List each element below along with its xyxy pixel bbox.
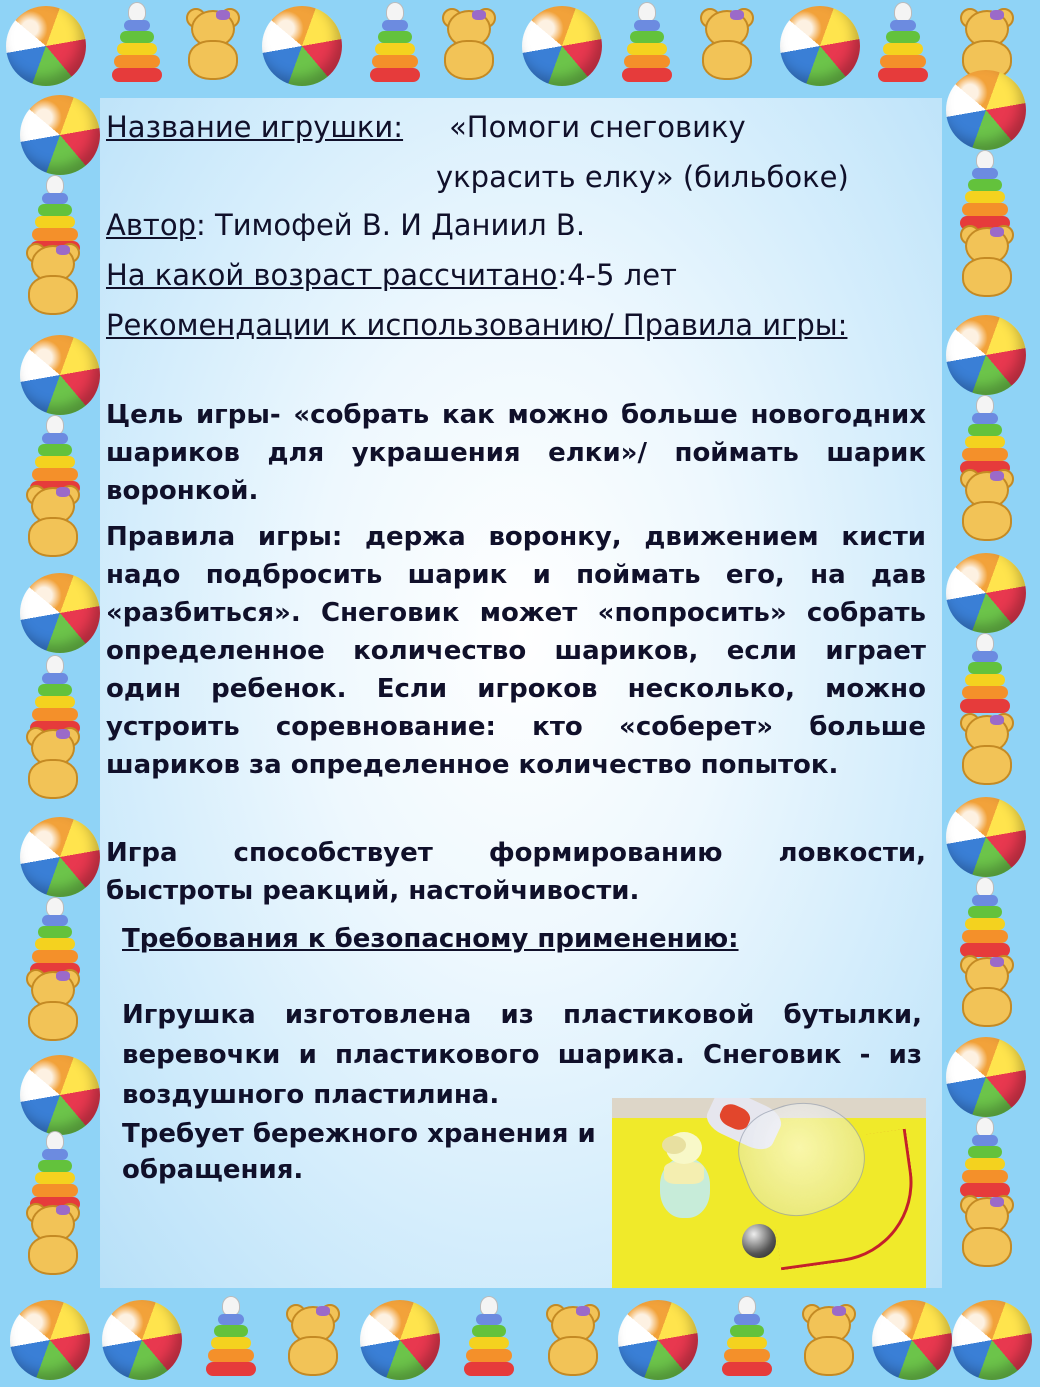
red-string (764, 1129, 923, 1271)
ornament-ball (742, 1224, 776, 1258)
recommendations-heading (106, 306, 926, 344)
toy-name-label: Название игрушки: (106, 110, 404, 144)
teddy-bear-icon (950, 713, 1020, 783)
ring-pyramid-icon (722, 1296, 772, 1386)
ball-icon (20, 817, 100, 897)
ball-icon (102, 1300, 182, 1380)
rules-paragraph: Правила игры: держа воронку, движением кисти надо подбросить шарик и поймать его, на дав «разбиться». Снеговик может «попросить» собрать определенное количество шариков, если играет один ребенок. Если игроков несколько, можно устроить соревнование: кто «соберет» больше шариков за определенное количество попыток. (106, 522, 926, 780)
author-line (106, 206, 926, 244)
ball-icon (946, 1037, 1026, 1117)
teddy-bear-icon (16, 727, 86, 797)
ring-pyramid-icon (960, 1117, 1010, 1207)
teddy-bear-icon (950, 8, 1020, 78)
teddy-bear-icon (16, 243, 86, 313)
ball-icon (20, 335, 100, 415)
teddy-bear-icon (16, 485, 86, 555)
teddy-bear-icon (432, 8, 502, 78)
safety-heading: Требования к безопасному применению: (122, 924, 739, 954)
ring-pyramid-icon (960, 877, 1010, 967)
snowman-figure (660, 1132, 710, 1218)
teddy-bear-icon (176, 8, 246, 78)
teddy-bear-icon (16, 969, 86, 1039)
ring-pyramid-icon (464, 1296, 514, 1386)
author-value: : Тимофей В. И Даниил В. (195, 208, 586, 242)
teddy-bear-icon (536, 1304, 606, 1374)
care-paragraph: Требует бережного хранения и обращения. (122, 1119, 596, 1185)
toy-name-value: «Помоги снеговику (449, 110, 746, 144)
ball-icon (946, 315, 1026, 395)
ball-icon (952, 1300, 1032, 1380)
benefit-paragraph: Игра способствует формированию ловкости, быстроты реакций, настойчивости. (106, 838, 926, 906)
ball-icon (522, 6, 602, 86)
ball-icon (262, 6, 342, 86)
ball-icon (6, 6, 86, 86)
teddy-bear-icon (276, 1304, 346, 1374)
ring-pyramid-icon (112, 2, 162, 92)
toy-photo (612, 1098, 926, 1288)
teddy-bear-icon (16, 1203, 86, 1273)
goal-paragraph: Цель игры- «собрать как можно больше новогодних шариков для украшения елки»/ поймать шарик воронкой. (106, 400, 926, 506)
teddy-bear-icon (950, 955, 1020, 1025)
ring-pyramid-icon (960, 633, 1010, 723)
ring-pyramid-icon (878, 2, 928, 92)
ring-pyramid-icon (370, 2, 420, 92)
age-value: :4-5 лет (557, 258, 677, 292)
toy-name-line (106, 108, 926, 146)
ball-icon (946, 797, 1026, 877)
ball-icon (360, 1300, 440, 1380)
teddy-bear-icon (950, 469, 1020, 539)
ball-icon (10, 1300, 90, 1380)
ball-icon (20, 573, 100, 653)
ring-pyramid-icon (622, 2, 672, 92)
ball-icon (20, 1055, 100, 1135)
decorative-border-top (0, 0, 1040, 95)
decorative-border-left (0, 85, 100, 1295)
materials-paragraph: Игрушка изготовлена из пластиковой бутылки, веревочки и пластикового шарика. Снеговик - из воздушного пластилина. (122, 1000, 922, 1110)
decorative-border-right (940, 85, 1040, 1295)
recommendations-label: Рекомендации к использованию/ Правила игры: (106, 308, 848, 342)
teddy-bear-icon (792, 1304, 862, 1374)
ball-icon (872, 1300, 952, 1380)
ball-icon (618, 1300, 698, 1380)
teddy-bear-icon (950, 1195, 1020, 1265)
teddy-bear-icon (950, 225, 1020, 295)
ball-icon (20, 95, 100, 175)
ball-icon (780, 6, 860, 86)
age-line (106, 256, 926, 294)
ball-icon (946, 70, 1026, 150)
age-label: На какой возраст рассчитано (106, 258, 558, 292)
author-label: Автор (106, 208, 196, 242)
ball-icon (946, 553, 1026, 633)
teddy-bear-icon (690, 8, 760, 78)
ring-pyramid-icon (206, 1296, 256, 1386)
decorative-border-bottom (0, 1292, 1040, 1387)
toy-name-value-continued: украсить елку» (бильбоке) (436, 160, 849, 194)
